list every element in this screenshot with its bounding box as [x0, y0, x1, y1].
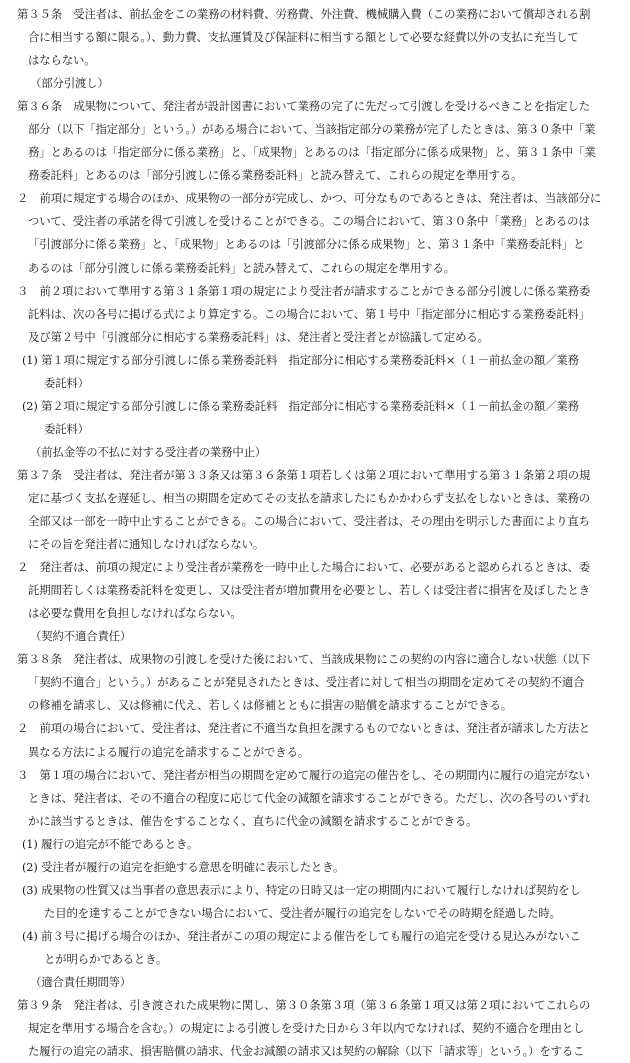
text-line: 「契約不適合」という。）があることが発見されたときは、受注者に対して相当の期間を定めてその契約不適合 [28, 675, 585, 690]
text-line: ときは、発注者は、その不適合の程度に応じて代金の減額を請求することができる。ただし、次の各号のいずれ [28, 790, 591, 805]
text-line: （契約不適合責任） [30, 629, 132, 644]
text-line: 委託料） [44, 421, 89, 436]
text-line: (1) 第１項に規定する部分引渡しに係る業務委託料 指定部分に相応する業務委託料×（１－前払金の額／業務 [22, 352, 579, 367]
clause-paragraph [17, 187, 627, 279]
section-heading [17, 441, 627, 464]
text-line: 務委託料」とあるのは「部分引渡しに係る業務委託料」と読み替えて、これらの規定を準用する。 [28, 168, 523, 183]
text-line: ３ 前２項において準用する第３１条第１項の規定により受注者が請求することができる部分引渡しに係る業務委 [17, 283, 591, 298]
list-item [17, 879, 627, 925]
article-paragraph [17, 95, 627, 187]
text-line: はならない。 [28, 53, 96, 68]
list-item [17, 856, 627, 879]
clause-paragraph [17, 717, 627, 763]
text-line: た履行の追完の請求、損害賠償の請求、代金お減額の請求又は契約の解除（以下「請求等」という。）をするこ [28, 1044, 585, 1059]
text-line: (4) 前３号に掲げる場合のほか、発注者がこの項の規定による催告をしても履行の追完を受ける見込みがないこ [22, 928, 581, 943]
clause-paragraph [17, 764, 627, 833]
article-paragraph [17, 994, 627, 1063]
clause-paragraph [17, 280, 627, 349]
text-line: 「引渡部分に係る業務」と、「成果物」とあるのは「引渡部分に係る成果物」と、第３１条中「業務委託料」と [28, 237, 585, 252]
text-line: ２ 発注者は、前項の規定により受注者が業務を一時中止した場合において、必要があると認められるときは、委 [17, 560, 591, 575]
text-line: （適合責任期間等） [30, 974, 132, 989]
text-line: 第３８条 発注者は、成果物の引渡しを受けた後において、当該成果物にこの契約の内容に適合しない状態（以下 [17, 652, 591, 667]
section-heading [17, 625, 627, 648]
text-line: とが明らかであるとき。 [44, 951, 168, 966]
text-line: 全部又は一部を一時中止することができる。この場合において、受注者は、その理由を明示した書面により直ち [28, 514, 590, 529]
text-line: 第３５条 受注者は、前払金をこの業務の材料費、労務費、外注費、機械購入費（この業務において償却される割 [17, 7, 591, 21]
article-paragraph [17, 464, 627, 556]
list-item [17, 349, 627, 395]
text-line: た目的を達することができない場合において、受注者が履行の追完をしないでその時期を経過した時。 [44, 905, 561, 920]
text-line: 委託料） [44, 375, 89, 390]
text-line: にその旨を発注者に通知しなければならない。 [28, 537, 265, 552]
text-line: （前払金等の不払に対する受注者の業務中止） [30, 444, 267, 459]
text-line: 託期間若しくは業務委託料を変更し、又は受注者が増加費用を必要とし、若しくは受注者に損害を及ぼしたとき [28, 583, 591, 598]
text-line: 第３９条 発注者は、引き渡された成果物に関し、第３０条第３項（第３６条第１項又は第２項においてこれらの [17, 998, 591, 1013]
text-line: あるのは「部分引渡しに係る業務委託料」と読み替えて、これらの規定を準用する。 [28, 260, 455, 275]
text-line: 合に相当する額に限る。）、動力費、支払運賃及び保証料に相当する額として必要な経費以外の支払に充当して [28, 30, 579, 45]
text-line: 規定を準用する場合を含む。）の規定による引渡しを受けた日から３年以内でなければ、契約不適合を理由とし [28, 1021, 585, 1036]
text-line: (2) 受注者が履行の追完を拒絶する意思を明確に表示したとき。 [22, 859, 345, 874]
text-line: (2) 第２項に規定する部分引渡しに係る業務委託料 指定部分に相応する業務委託料×（１－前払金の額／業務 [22, 398, 579, 413]
text-line: 務」とあるのは「指定部分に係る業務」と、「成果物」とあるのは「指定部分に係る成果物」と、第３１条中「業 [28, 145, 596, 160]
clause-paragraph [17, 556, 627, 625]
text-line: は必要な費用を負担しなければならない。 [28, 606, 242, 621]
text-line: (1) 履行の追完が不能であるとき。 [22, 836, 199, 851]
text-line: ついて、受注者の承諾を得て引渡しを受けることができる。この場合において、第３０条中「業務」とあるのは [28, 214, 590, 229]
text-line: 異なる方法による履行の追完を請求することができる。 [28, 744, 310, 759]
text-line: 定に基づく支払を遅延し、相当の期間を定めてその支払を請求したにもかかわらず支払をしないときは、業務の [28, 490, 591, 505]
text-line: 第３６条 成果物について、発注者が設計図書において業務の完了に先だって引渡しを受けるべきことを指定した [17, 99, 590, 114]
section-heading [17, 971, 627, 994]
article-paragraph [17, 3, 627, 72]
text-line: （部分引渡し） [30, 76, 109, 91]
text-line: の修補を請求し、又は修補に代え、若しくは修補とともに損害の賠償を請求することができる。 [28, 698, 513, 713]
text-line: 第３７条 受注者は、発注者が第３３条又は第３６条第１項若しくは第２項において準用する第３１条第２項の規 [17, 467, 591, 482]
text-line: かに該当するときは、催告をすることなく、直ちに代金の減額を請求することができる。 [28, 813, 478, 828]
text-line: 託料は、次の各号に掲げる式により算定する。この場合において、第１号中「指定部分に相応する業務委託料」 [28, 306, 590, 321]
list-item [17, 925, 627, 971]
text-line: 及び第２号中「引渡部分に相応する業務委託料」は、発注者と受注者とが協議して定める。 [28, 329, 489, 344]
list-item [17, 833, 627, 856]
text-line: (3) 成果物の性質又は当事者の意思表示により、特定の日時又は一定の期間内において履行しなければ契約をし [22, 882, 581, 897]
list-item [17, 395, 627, 441]
section-heading [17, 72, 627, 95]
text-line: ３ 第１項の場合において、発注者が相当の期間を定めて履行の追完の催告をし、その期間内に履行の追完がない [17, 767, 591, 782]
article-paragraph [17, 648, 627, 717]
text-line: ２ 前項の場合において、受注者は、発注者に不適当な負担を課するものでないときは、発注者が請求した方法と [17, 721, 591, 736]
text-line: 部分（以下「指定部分」という。）がある場合において、当該指定部分の業務が完了したときは、第３０条中「業 [28, 122, 596, 137]
text-line: ２ 前項に規定する場合のほか、成果物の一部分が完成し、かつ、可分なものであるときは、発注者は、当該部分に [17, 191, 602, 206]
